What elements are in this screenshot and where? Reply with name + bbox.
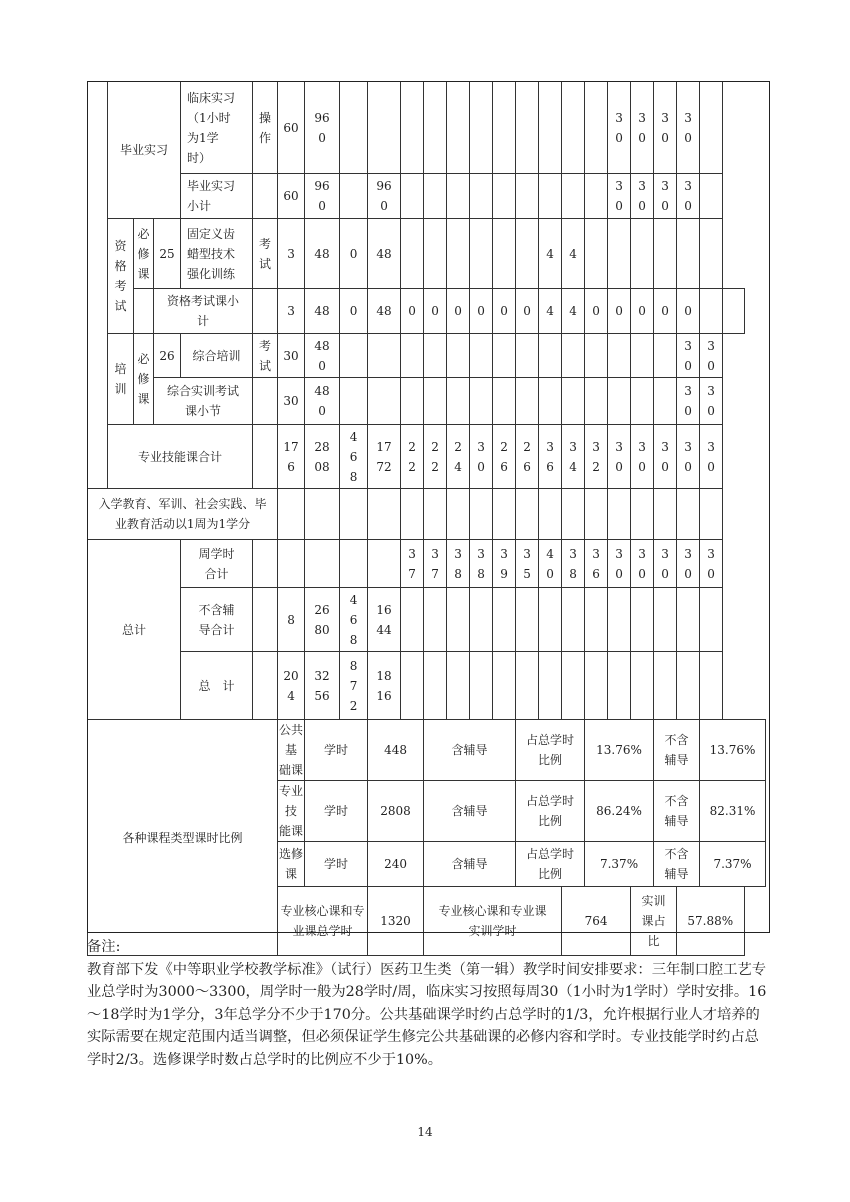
- course-type: 选修课: [278, 842, 305, 887]
- theory-hours-cell: 0: [340, 219, 368, 289]
- no-aux-label: 不含 辅导: [654, 842, 700, 887]
- ratio-value: 7.37%: [585, 842, 654, 887]
- hours-value: 240: [368, 842, 424, 887]
- no-aux-ratio-value: 82.31%: [700, 781, 766, 842]
- table-row: [88, 334, 766, 378]
- assess-method: 考 试: [253, 219, 278, 289]
- week-cell: 3 0: [608, 82, 631, 174]
- theory-hours-cell: 4 6 8: [340, 588, 368, 652]
- course-name: 综合培训: [181, 334, 253, 378]
- total-hours-cell: 32 56: [305, 652, 340, 720]
- with-aux-label: 含辅导: [424, 781, 516, 842]
- table-row: [88, 174, 766, 219]
- week-cell: 3 6: [585, 540, 608, 588]
- section-label-graduation: 毕业实习: [108, 82, 181, 219]
- total-hours-cell: 26 80: [305, 588, 340, 652]
- week-cell: 3 0: [677, 425, 700, 489]
- week-cell: 3 0: [654, 540, 677, 588]
- table-row: [88, 219, 766, 289]
- subtotal-label: 毕业实习 小计: [181, 174, 253, 219]
- week-cell: 3 0: [631, 540, 654, 588]
- table-row: [88, 540, 766, 588]
- week-cell: 0: [608, 289, 631, 334]
- no-aux-label: 不含 辅导: [654, 781, 700, 842]
- week-cell: 2 4: [447, 425, 470, 489]
- subtotal-label: 综合实训考试 课小节: [154, 378, 253, 425]
- table-row: [88, 489, 766, 540]
- ratio-section-label: 各种课程类型课时比例: [88, 720, 278, 956]
- practice-hours-cell: 16 44: [368, 588, 401, 652]
- skills-total-label: 专业技能课合计: [108, 425, 253, 489]
- theory-hours-cell: 8 7 2: [340, 652, 368, 720]
- theory-hours-cell: 0: [340, 289, 368, 334]
- course-seq: 25: [154, 219, 181, 289]
- core-hours-value: 1320: [368, 887, 424, 956]
- core-practice-value: 764: [562, 887, 631, 956]
- with-aux-label: 含辅导: [424, 842, 516, 887]
- week-cell: 3 0: [677, 378, 700, 425]
- group-label-qualification: 资 格 考 试: [108, 219, 134, 334]
- table-row: [88, 652, 766, 720]
- total-hours-cell: 48 0: [305, 378, 340, 425]
- practice-hours-cell: 96 0: [368, 174, 401, 219]
- week-cell: 2 6: [516, 425, 539, 489]
- hours-value: 2808: [368, 781, 424, 842]
- ratio-value: 86.24%: [585, 781, 654, 842]
- group-label-training: 培 训: [108, 334, 134, 425]
- assess-method: 考 试: [253, 334, 278, 378]
- course-clinical-practice: 临床实习 （1小时 为1学 时）: [181, 82, 253, 174]
- table-row: [88, 378, 766, 425]
- ratio-value: 13.76%: [585, 720, 654, 781]
- practice-hours-cell: 17 72: [368, 425, 401, 489]
- week-cell: 0: [677, 289, 700, 334]
- no-aux-label: 不含 辅导: [654, 720, 700, 781]
- week-cell: 4 0: [539, 540, 562, 588]
- ratio-label: 占总学时 比例: [516, 720, 585, 781]
- notes-body: 教育部下发《中等职业学校教学标准》（试行）医药卫生类（第一辑）教学时间安排要求：三年制口腔工艺专业总学时为3000～3300，周学时一般为28学时/周，临床实习按照每周30（1小时为1学时）学时安排。16～18学时为1学分，3年总学分不少于170分。公共基础课学时约占总学时的1/3，允许根据行业人才培养的实际需要在规定范围内适当调整，但必须保证学生修完公共基础课的必修内容和学时。专业技能学时约占总学时2/3。选修课学时数占总学时的比例应不少于10%。: [87, 961, 767, 1068]
- practice-hours-cell: 48: [368, 219, 401, 289]
- practice-ratio-label: 实训 课占 比: [631, 887, 677, 956]
- course-type: 公共基 础课: [278, 720, 305, 781]
- week-cell: 4: [539, 289, 562, 334]
- week-cell: 3 0: [677, 540, 700, 588]
- week-cell: 4: [562, 289, 585, 334]
- week-cell: 0: [516, 289, 539, 334]
- credits-cell: 17 6: [278, 425, 305, 489]
- week-cell: 3 0: [631, 82, 654, 174]
- table-row: [88, 82, 766, 174]
- course-name: 固定义齿 蜡型技术 强化训练: [181, 219, 253, 289]
- notes-section: [87, 936, 767, 1071]
- assess-method: 操 作: [253, 82, 278, 174]
- week-cell: 3 0: [608, 540, 631, 588]
- ratio-label: 占总学时 比例: [516, 781, 585, 842]
- week-cell: 4: [562, 219, 585, 289]
- week-cell: 2 2: [401, 425, 424, 489]
- no-aux-ratio-value: 13.76%: [700, 720, 766, 781]
- week-cell: 3 0: [654, 425, 677, 489]
- week-cell: 3 0: [700, 334, 723, 378]
- week-cell: 3 0: [700, 540, 723, 588]
- week-cell: 3 0: [677, 334, 700, 378]
- notes-title: 备注:: [87, 939, 121, 955]
- ratio-label: 占总学时 比例: [516, 842, 585, 887]
- total-hours-cell: 48: [305, 289, 340, 334]
- week-cell: 0: [447, 289, 470, 334]
- intro-education-note: 入学教育、军训、社会实践、毕业教育活动以1周为1学分: [88, 489, 278, 540]
- excl-aux-label: 不含辅 导合计: [181, 588, 253, 652]
- week-cell: 0: [470, 289, 493, 334]
- week-cell: 3 0: [700, 378, 723, 425]
- credits-cell: 30: [278, 378, 305, 425]
- course-seq: 26: [154, 334, 181, 378]
- credits-cell: 8: [278, 588, 305, 652]
- week-cell: 2 6: [493, 425, 516, 489]
- total-hours-cell: 28 08: [305, 425, 340, 489]
- total-hours-cell: 48: [305, 219, 340, 289]
- credits-cell: 3: [278, 219, 305, 289]
- week-cell: 3 0: [631, 425, 654, 489]
- week-cell: 3 0: [631, 174, 654, 219]
- week-cell: 2 2: [424, 425, 447, 489]
- curriculum-table: [87, 81, 766, 956]
- table-row: [88, 588, 766, 652]
- credits-cell: 3: [278, 289, 305, 334]
- week-cell: 3 0: [470, 425, 493, 489]
- hours-label: 学时: [305, 781, 368, 842]
- no-aux-ratio-value: 7.37%: [700, 842, 766, 887]
- week-cell: 0: [493, 289, 516, 334]
- required-label: 必 修 课: [134, 219, 154, 289]
- week-cell: 3 5: [516, 540, 539, 588]
- credits-cell: 60: [278, 82, 305, 174]
- hours-label: 学时: [305, 720, 368, 781]
- weekly-hours-label: 周学时 合计: [181, 540, 253, 588]
- week-cell: 3 9: [493, 540, 516, 588]
- total-hours-cell: 48 0: [305, 334, 340, 378]
- theory-hours-cell: 4 6 8: [340, 425, 368, 489]
- table-row: [88, 425, 766, 489]
- week-cell: 4: [539, 219, 562, 289]
- week-cell: 3 2: [585, 425, 608, 489]
- week-cell: 0: [654, 289, 677, 334]
- subtotal-label: 资格考试课小 计: [154, 289, 253, 334]
- grand-total-label: 总计: [88, 540, 181, 720]
- total-hours-cell: 96 0: [305, 174, 340, 219]
- week-cell: 3 0: [677, 82, 700, 174]
- week-cell: 3 0: [608, 425, 631, 489]
- required-label: 必 修 课: [134, 334, 154, 425]
- practice-hours-cell: 18 16: [368, 652, 401, 720]
- week-cell: 3 8: [470, 540, 493, 588]
- week-cell: 0: [401, 289, 424, 334]
- week-cell: 3 7: [424, 540, 447, 588]
- core-hours-label: 专业核心课和专 业课总学时: [278, 887, 368, 956]
- table-row: [88, 289, 766, 334]
- course-type: 专业技 能课: [278, 781, 305, 842]
- week-cell: 3 0: [654, 82, 677, 174]
- table-row: [88, 720, 766, 781]
- week-cell: 3 6: [539, 425, 562, 489]
- with-aux-label: 含辅导: [424, 720, 516, 781]
- week-cell: 3 8: [562, 540, 585, 588]
- week-cell: 0: [585, 289, 608, 334]
- week-cell: 0: [631, 289, 654, 334]
- total-hours-cell: 96 0: [305, 82, 340, 174]
- week-cell: 0: [424, 289, 447, 334]
- core-practice-label: 专业核心课和专业课 实训学时: [424, 887, 562, 956]
- all-total-label: 总 计: [181, 652, 253, 720]
- week-cell: 3 4: [562, 425, 585, 489]
- credits-cell: 20 4: [278, 652, 305, 720]
- week-cell: 3 0: [700, 425, 723, 489]
- hours-label: 学时: [305, 842, 368, 887]
- week-cell: 3 0: [677, 174, 700, 219]
- week-cell: 3 7: [401, 540, 424, 588]
- credits-cell: 30: [278, 334, 305, 378]
- page-number: 14: [417, 1125, 433, 1139]
- credits-cell: 60: [278, 174, 305, 219]
- week-cell: 3 8: [447, 540, 470, 588]
- practice-hours-cell: 48: [368, 289, 401, 334]
- week-cell: 3 0: [608, 174, 631, 219]
- hours-value: 448: [368, 720, 424, 781]
- practice-ratio-value: 57.88%: [677, 887, 744, 956]
- week-cell: 3 0: [654, 174, 677, 219]
